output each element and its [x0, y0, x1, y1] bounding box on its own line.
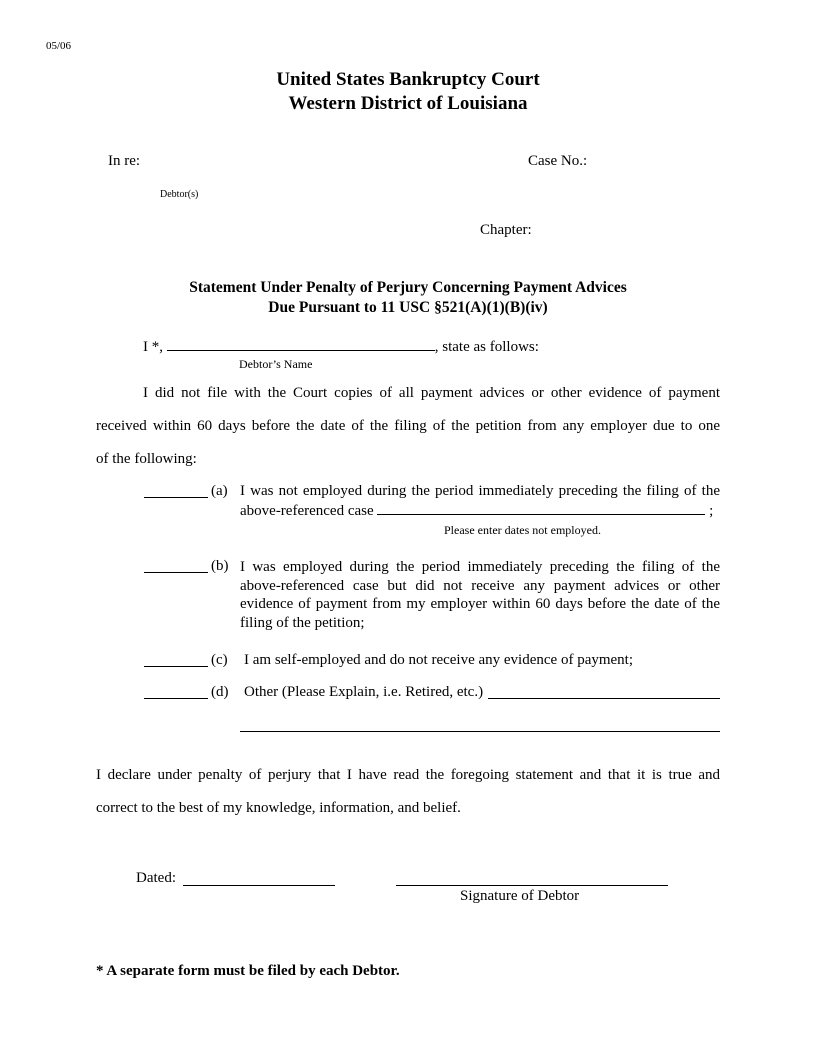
other-explain-field-line-2[interactable] [240, 731, 720, 732]
intro-line-2: received within 60 days before the date of the filing of the petition from any employer due to one [96, 418, 720, 434]
court-district: Western District of Louisiana [288, 93, 528, 114]
declarant-prefix: I *, [143, 339, 163, 355]
option-b-text: I was employed during the period immediately preceding the filing of the above-referenced case but did not receive any payment advices or other evidence of payment from my employer within 60 days before the date of the filing of the petition; [240, 559, 720, 631]
option-b-check-field[interactable] [144, 572, 208, 573]
form-revision: 05/06 [46, 40, 72, 52]
option-d-text: Other (Please Explain, i.e. Retired, etc.) [244, 684, 484, 700]
dated-label: Dated: [136, 870, 176, 886]
statement-subtitle: Due Pursuant to 11 USC §521(A)(1)(B)(iv) [268, 299, 548, 316]
signature-field[interactable] [396, 885, 668, 886]
intro-line-1: I did not file with the Court copies of all payment advices or other evidence of payment [143, 385, 720, 401]
option-c-text: I am self-employed and do not receive any evidence of payment; [244, 652, 634, 668]
separate-form-footnote: * A separate form must be filed by each Debtor. [96, 963, 400, 979]
option-a-line-2 [240, 502, 713, 520]
in-re-label: In re: [108, 153, 141, 169]
dated-field[interactable] [183, 885, 335, 886]
statement-title: Statement Under Penalty of Perjury Concerning Payment Advices [189, 279, 627, 296]
declarant-line [143, 338, 539, 356]
dates-not-employed-field[interactable] [377, 502, 705, 515]
debtors-label: Debtor(s) [160, 189, 199, 200]
debtor-name-field[interactable] [167, 338, 435, 351]
option-c-marker: (c) [211, 652, 228, 668]
option-c-check-field[interactable] [144, 666, 208, 667]
option-a-case-label: above-referenced case [240, 503, 374, 519]
option-b-marker: (b) [211, 558, 229, 574]
signature-caption: Signature of Debtor [460, 888, 580, 904]
case-no-label: Case No.: [528, 153, 588, 169]
declarant-suffix: , state as follows: [434, 339, 539, 355]
option-d-check-field[interactable] [144, 698, 208, 699]
debtor-name-caption: Debtor’s Name [239, 357, 313, 371]
option-a-line-1: I was not employed during the period immediately preceding the filing of the [240, 483, 720, 499]
option-a-line-end: ; [709, 503, 714, 519]
declaration-line-1: I declare under penalty of perjury that I have read the foregoing statement and that it is true and [96, 767, 720, 783]
chapter-label: Chapter: [480, 222, 532, 238]
dates-not-employed-note: Please enter dates not employed. [444, 523, 601, 537]
option-a-marker: (a) [211, 483, 228, 499]
court-name: United States Bankruptcy Court [276, 69, 540, 90]
other-explain-field[interactable] [488, 698, 720, 699]
declaration-line-2: correct to the best of my knowledge, information, and belief. [96, 800, 461, 816]
option-d-marker: (d) [211, 684, 229, 700]
intro-line-3: of the following: [96, 451, 197, 467]
option-a-check-field[interactable] [144, 497, 208, 498]
